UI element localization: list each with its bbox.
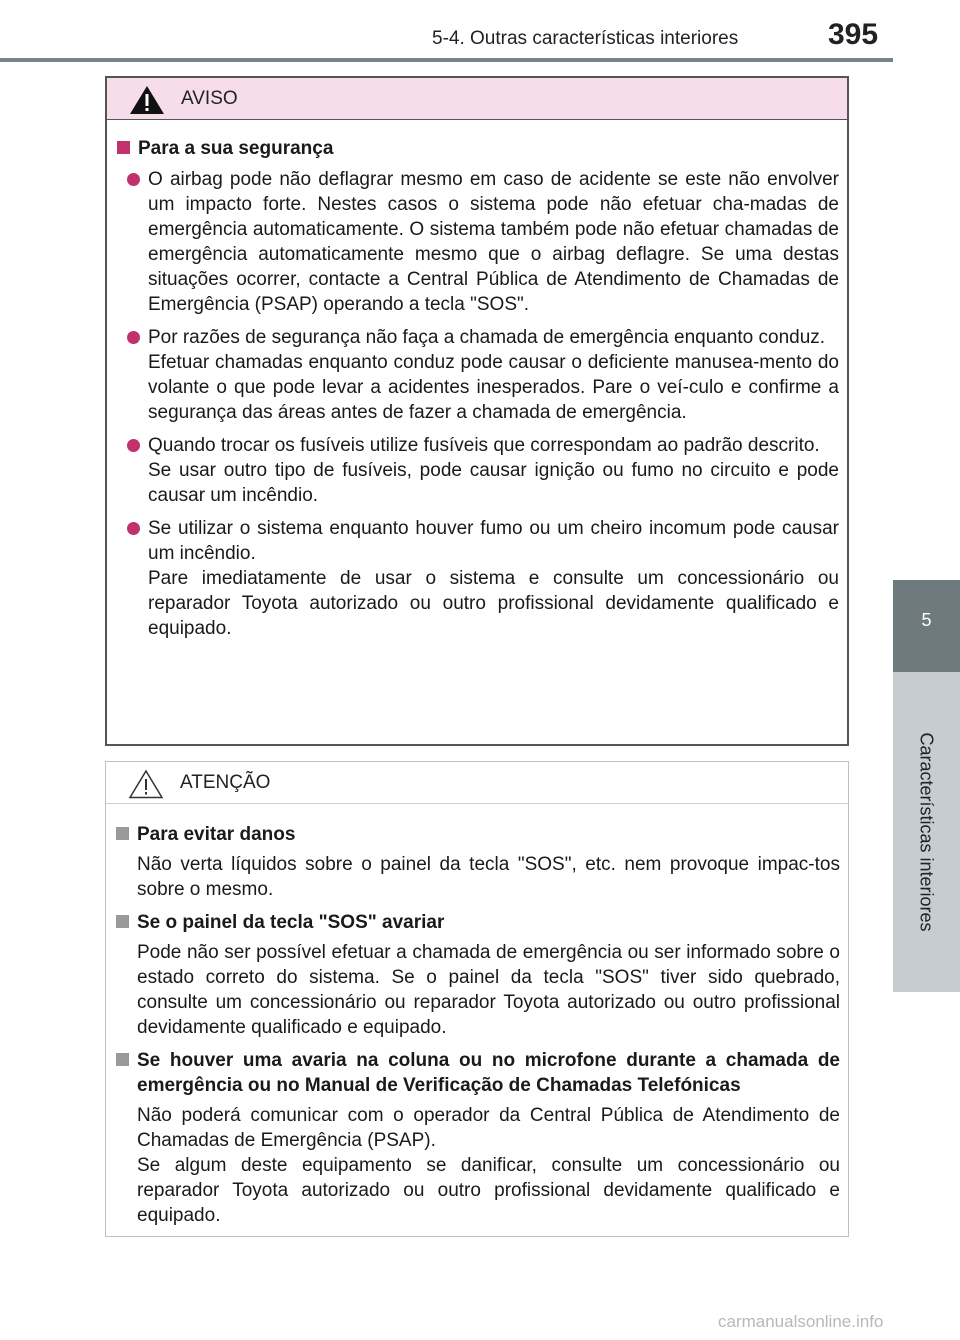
bullet-text: Por razões de segurança não faça a chamada de emergência enquanto conduz. — [148, 327, 826, 348]
aviso-bullet — [117, 433, 839, 508]
aviso-warning-box — [105, 76, 849, 746]
square-bullet-icon — [116, 827, 129, 840]
atencao-subsection-title: Se o painel da tecla "SOS" avariar — [137, 912, 445, 933]
aviso-bullet — [117, 167, 839, 317]
bullet-text: O airbag pode não deflagrar mesmo em caso de acidente se este não envolver um impacto forte. Nestes casos o sistema pode não efetuar cha-madas de emergência automaticamente. O sistema também pode não efetuar chamadas de emergência automaticamente mesmo que o airbag deflagre. Se uma destas situações ocorrer, contacte a Central Pública de Atendimento de Chamadas de Emergência (PSAP) operando a tecla "SOS". — [148, 169, 839, 315]
watermark: carmanualsonline.info — [718, 1312, 884, 1331]
bullet-text: Se usar outro tipo de fusíveis, pode causar ignição ou fumo no circuito e pode causar um incêndio. — [148, 460, 839, 506]
aviso-bullet — [117, 516, 839, 641]
bullet-text: Quando trocar os fusíveis utilize fusíveis que correspondam ao padrão descrito. — [148, 435, 820, 456]
atencao-paragraph-line: Não poderá comunicar com o operador da Central Pública de Atendimento de Chamadas de Emergência (PSAP). — [137, 1105, 840, 1151]
aviso-header — [107, 78, 847, 120]
aviso-title: AVISO — [181, 88, 238, 109]
bullet-text: Efetuar chamadas enquanto conduz pode causar o deficiente manusea-mento do volante o que pode levar a acidentes inesperados. Pare o veí-culo e confirme a segurança das áreas antes de fazer a chamada de emergência. — [148, 352, 839, 423]
round-bullet-icon — [127, 439, 140, 452]
atencao-paragraph: Não verta líquidos sobre o painel da tecla "SOS", etc. nem provoque impac-tos sobre o mesmo. — [137, 854, 840, 900]
aviso-subsection-heading — [117, 136, 839, 161]
atencao-subsection-heading — [116, 822, 840, 847]
section-title: 5-4. Outras características interiores — [432, 28, 739, 49]
chapter-title: Características interiores — [916, 732, 937, 932]
round-bullet-icon — [127, 331, 140, 344]
atencao-subsection-title: Para evitar danos — [137, 824, 296, 845]
warning-triangle-icon — [129, 85, 165, 115]
chapter-side-tab — [893, 0, 960, 1340]
aviso-subsection-title: Para a sua segurança — [138, 138, 334, 159]
bullet-text: Pare imediatamente de usar o sistema e consulte um concessionário ou reparador Toyota autorizado ou outro profissional devidamente qualificado e equipado. — [148, 568, 839, 639]
atencao-subsection-heading — [116, 910, 840, 935]
bullet-text: Se utilizar o sistema enquanto houver fumo ou um cheiro incomum pode causar um incêndio. — [148, 518, 839, 564]
header-rule — [0, 58, 893, 62]
square-bullet-icon — [117, 141, 130, 154]
aviso-bullet — [117, 325, 839, 425]
page-number: 395 — [828, 18, 879, 51]
aviso-content — [107, 120, 847, 641]
round-bullet-icon — [127, 173, 140, 186]
atencao-subsection-title: Se houver uma avaria na coluna ou no microfone durante a chamada de emergência ou no Manual de Verificação de Chamadas Telefónicas — [137, 1050, 840, 1096]
chapter-number: 5 — [921, 610, 932, 630]
atencao-header — [106, 762, 848, 804]
atencao-paragraph-line: Se algum deste equipamento se danificar, consulte um concessionário ou reparador Toyota autorizado ou outro profissional devidamente qualificado e equipado. — [137, 1155, 840, 1226]
round-bullet-icon — [127, 522, 140, 535]
square-bullet-icon — [116, 1053, 129, 1066]
atencao-title: ATENÇÃO — [180, 772, 271, 793]
atencao-subsection-heading — [116, 1048, 840, 1098]
atencao-paragraph — [137, 1103, 840, 1228]
atencao-paragraph: Pode não ser possível efetuar a chamada de emergência ou ser informado sobre o estado correto do sistema. Se o painel da tecla "SOS" tiver sido quebrado, consulte um concessionário ou reparador Toyota autorizado ou outro profissional devidamente qualificado e equipado. — [137, 942, 840, 1038]
atencao-content — [106, 804, 848, 1228]
square-bullet-icon — [116, 915, 129, 928]
atencao-caution-box — [105, 761, 849, 1237]
caution-triangle-icon — [128, 769, 164, 799]
